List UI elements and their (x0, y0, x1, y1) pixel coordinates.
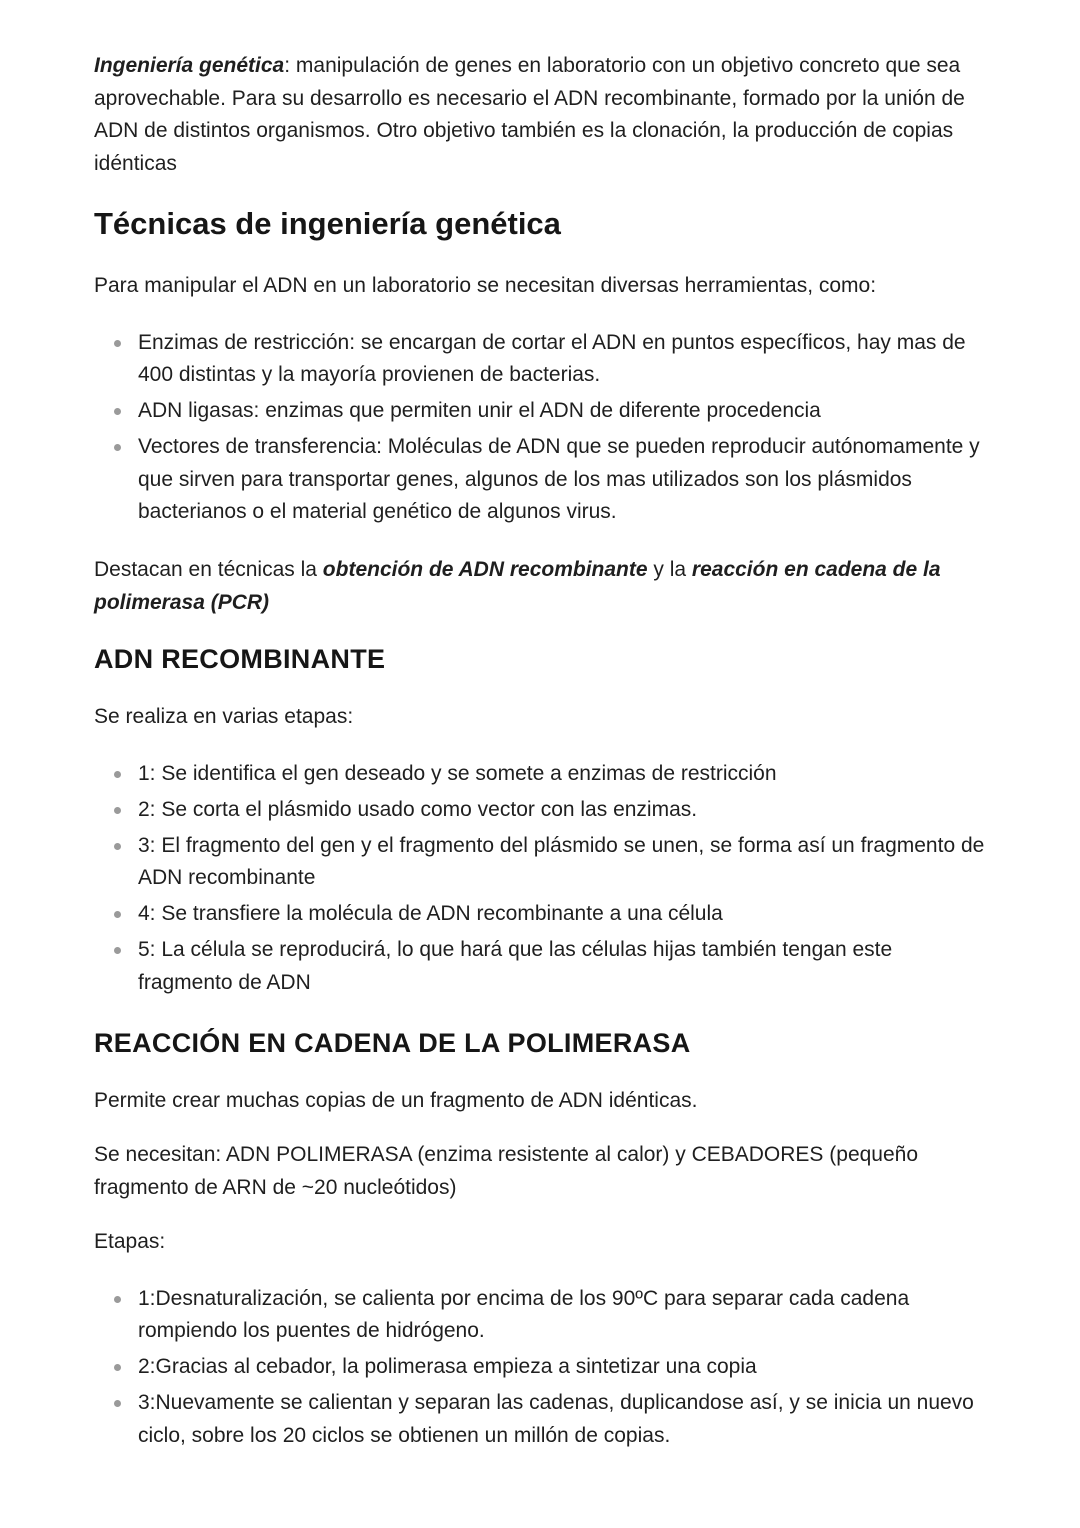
bullet-icon (114, 408, 121, 415)
pcr-list (94, 1283, 990, 1453)
term-pcr: reacción en cadena de la polimerasa (PCR) (94, 558, 941, 614)
section-title-pcr: REACCIÓN EN CADENA DE LA POLIMERASA (94, 1027, 691, 1058)
list-item: 3:Nuevamente se calientan y separan las cadenas, duplicandose así, y se inicia un nuevo ciclo, sobre los 20 ciclos se obtienen un millón de copias. (94, 1387, 990, 1452)
section-title-tecnicas: Técnicas de ingeniería genética (94, 206, 561, 241)
list-item: Enzimas de restricción: se encargan de cortar el ADN en puntos específicos, hay mas de 400 distintas y la mayoría provienen de bacterias. (94, 327, 990, 392)
bullet-icon (114, 771, 121, 778)
list-item: 1:Desnaturalización, se calienta por encima de los 90ºC para separar cada cadena rompiendo los puentes de hidrógeno. (94, 1283, 990, 1348)
intro-term: Ingeniería genética (94, 54, 285, 77)
pcr-lead: Etapas: (94, 1230, 166, 1253)
adn-recombinante-list (94, 758, 990, 1000)
bullet-icon (114, 807, 121, 814)
adn-recombinante-lead: Se realiza en varias etapas: (94, 705, 354, 728)
bullet-icon (114, 340, 121, 347)
bullet-icon (114, 444, 121, 451)
term-adn-recombinante: obtención de ADN recombinante (322, 558, 648, 581)
list-item: ADN ligasas: enzimas que permiten unir el ADN de diferente procedencia (94, 395, 990, 428)
list-item: 2: Se corta el plásmido usado como vector con las enzimas. (94, 794, 990, 827)
list-item: 2:Gracias al cebador, la polimerasa empieza a sintetizar una copia (94, 1351, 990, 1384)
pcr-paragraph-2: Se necesitan: ADN POLIMERASA (enzima resistente al calor) y CEBADORES (pequeño fragmento de ARN de ~20 nucleótidos) (94, 1143, 919, 1199)
tecnicas-highlight: Destacan en técnicas la obtención de ADN recombinante y la reacción en cadena de la polimerasa (PCR) (94, 558, 941, 614)
list-item: Vectores de transferencia: Moléculas de ADN que se pueden reproducir autónomamente y que sirven para transportar genes, algunos de los mas utilizados son los plásmidos bacterianos o el material genético de algunos virus. (94, 431, 990, 529)
bullet-icon (114, 1364, 121, 1371)
list-item: 1: Se identifica el gen deseado y se somete a enzimas de restricción (94, 758, 990, 791)
intro-text: : manipulación de genes en laboratorio con un objetivo concreto que sea aprovechable. Para su desarrollo es necesario el ADN recombinante, formado por la unión de ADN de distintos organismos. Otro objetivo también es la clonación, la producción de copias idénticas (94, 54, 965, 175)
pcr-paragraph-1: Permite crear muchas copias de un fragmento de ADN idénticas. (94, 1088, 698, 1112)
list-item: 4: Se transfiere la molécula de ADN recombinante a una célula (94, 898, 990, 931)
list-item: 3: El fragmento del gen y el fragmento del plásmido se unen, se forma así un fragmento de ADN recombinante (94, 830, 990, 895)
bullet-icon (114, 911, 121, 918)
tecnicas-lead: Para manipular el ADN en un laboratorio se necesitan diversas herramientas, como: (94, 274, 877, 297)
bullet-icon (114, 843, 121, 850)
bullet-icon (114, 1400, 121, 1407)
intro-paragraph (94, 50, 990, 180)
section-title-adn-recombinante: ADN RECOMBINANTE (94, 644, 386, 674)
list-item: 5: La célula se reproducirá, lo que hará que las células hijas también tengan este fragmento de ADN (94, 934, 990, 999)
bullet-icon (114, 947, 121, 954)
bullet-icon (114, 1296, 121, 1303)
tecnicas-list (94, 327, 990, 529)
